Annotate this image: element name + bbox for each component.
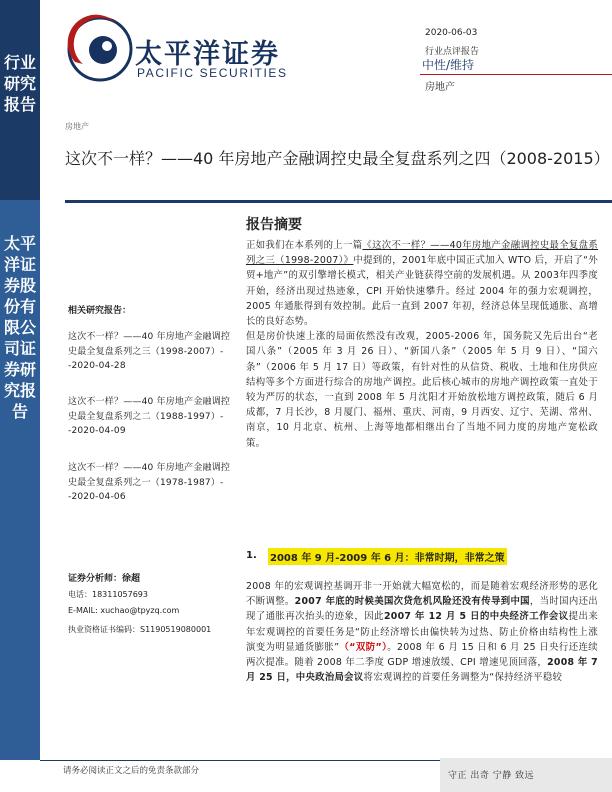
footer-disclaimer: 请务必阅读正文之后的免责条款部分 [63,766,200,776]
report-type: 行业点评报告 [425,47,480,57]
analyst-name: 证券分析师：徐超 [68,574,141,584]
sector-tag: 房地产 [65,122,89,131]
brand-name-cn: 太平洋证券 [135,39,280,70]
section-number: 1. [246,550,257,561]
section-highlight: （“双防”） [339,641,388,653]
abstract-body [246,238,598,451]
analyst-certificate: 执业资格证书编码：S1190519080001 [68,625,212,634]
industry-label: 房地产 [425,82,455,93]
abstract-heading: 报告摘要 [246,217,302,233]
related-report-item[interactable]: 这次不一样？——40 年房地产金融调控史最全复盘系列之二（1988-1997）--2020-04-09 [68,397,231,436]
title-divider [65,200,612,203]
section-emphasis: 2007 年底的时候美国次贷危机风险还没有传导到中国 [294,596,530,608]
related-report-item[interactable]: 这次不一样？——40 年房地产金融调控史最全复盘系列之三（1998-2007）--2020-04-28 [68,332,231,371]
brand-name-en: PACIFIC SECURITIES [137,66,288,80]
related-reports-heading: 相关研究报告： [68,306,132,316]
section-text: ，当时国内还出现了通胀再次抬头的迹象，因此 [246,596,598,623]
section-paragraph [246,579,598,685]
sidebar-company-label: 太平洋证券股份有限公司证券研究报告 [3,234,36,421]
section-body [246,579,598,685]
section-text: 将宏观调控的首要任务调整为“保持经济平稳较 [363,672,563,684]
section-text: 。2008 年 6 月 15 日和 6 月 25 日央行还连续两次提准。随着 2008 年二季度 GDP 增速放缓、CPI 增速见顶回落， [246,641,598,669]
rating: 中性/维持 [422,58,475,72]
pacific-securities-logo-icon [65,14,135,84]
section-emphasis: 2008 年 7 月 25 日，中央政治局会议 [246,657,598,684]
report-date: 2020-06-03 [425,28,478,38]
rating-divider [420,74,612,75]
abstract-paragraph-2: 但是房价快速上涨的局面依然没有改观，2005-2006 年，国务院又先后出台“老国八条”（2005 年 3 月 26 日）、“新国八条”（2005 年 5 月 9 日）、“国六条”（2006 年 5 月 17 日）等政策，有针对性的从信贷、税收、土地和住房供应结构等多个方面进行综合的房地产调控。此后核心城市的房地产调控政策一直处于较为严厉的状态，一直到 2008 年 5 月沈阳才开始放松地方调控政策，随后 6 月成都，7 月长沙，8 月厦门、福州、重庆、河南，9 月西安、辽宁、芜湖、常州、南京，10 月北京、杭州、上海等地都相继出台了当地不同力度的房地产宽松政策。 [246,331,598,449]
footer-slogan: 守正 出奇 宁静 致远 [448,771,535,781]
related-report-item[interactable]: 这次不一样？——40 年房地产金融调控史最全复盘系列之一（1978-1987）--2020-04-06 [68,463,231,502]
related-report-link[interactable]: 《这次不一样？——40年房地产金融调控史最全复盘系列之三（1998-2007）》 [246,240,598,267]
analyst-phone: 电话：18311057693 [68,590,148,599]
section-text: 2008 年的宏观调控基调开非一开始就大幅宽松的，而是随着宏观经济形势的恶化不断调整。 [246,581,598,608]
report-title: 这次不一样？——40 年房地产金融调控史最全复盘系列之四（2008-2015） [65,149,610,168]
abstract-text: 中提到的，2001年底中国正式加入 WTO 后，开启了“外贸+地产”的双引擎增长模式，相关产业链获得空前的发展机遇。从 2003年四季度开始，经济出现过热迹象，CPI 开始快速攀升。经过 2004 年的强力宏观调控，2005 年通胀得到有效控制。此后一直到 2007 年初，经济总体呈现低通胀、高增长的良好态势。 [246,255,598,328]
analyst-email[interactable]: E-MAIL: xuchao@tpyzq.com [68,606,180,615]
section-text: 提出来年宏观调控的首要任务是“防止经济增长由偏快转为过热、防止价格由结构性上涨演变为明显通货膨胀” [246,611,599,653]
abstract-paragraph-1 [246,238,598,329]
section-title: 2008 年 9 月-2009 年 6 月：非常时期，非常之策 [268,548,507,565]
abstract-text: 正如我们在本系列的上一篇 [246,240,363,251]
section-emphasis: 2007 年 12 月 5 日的中央经济工作会议 [383,611,569,623]
sidebar-report-category: 行业研究报告 [3,53,36,114]
